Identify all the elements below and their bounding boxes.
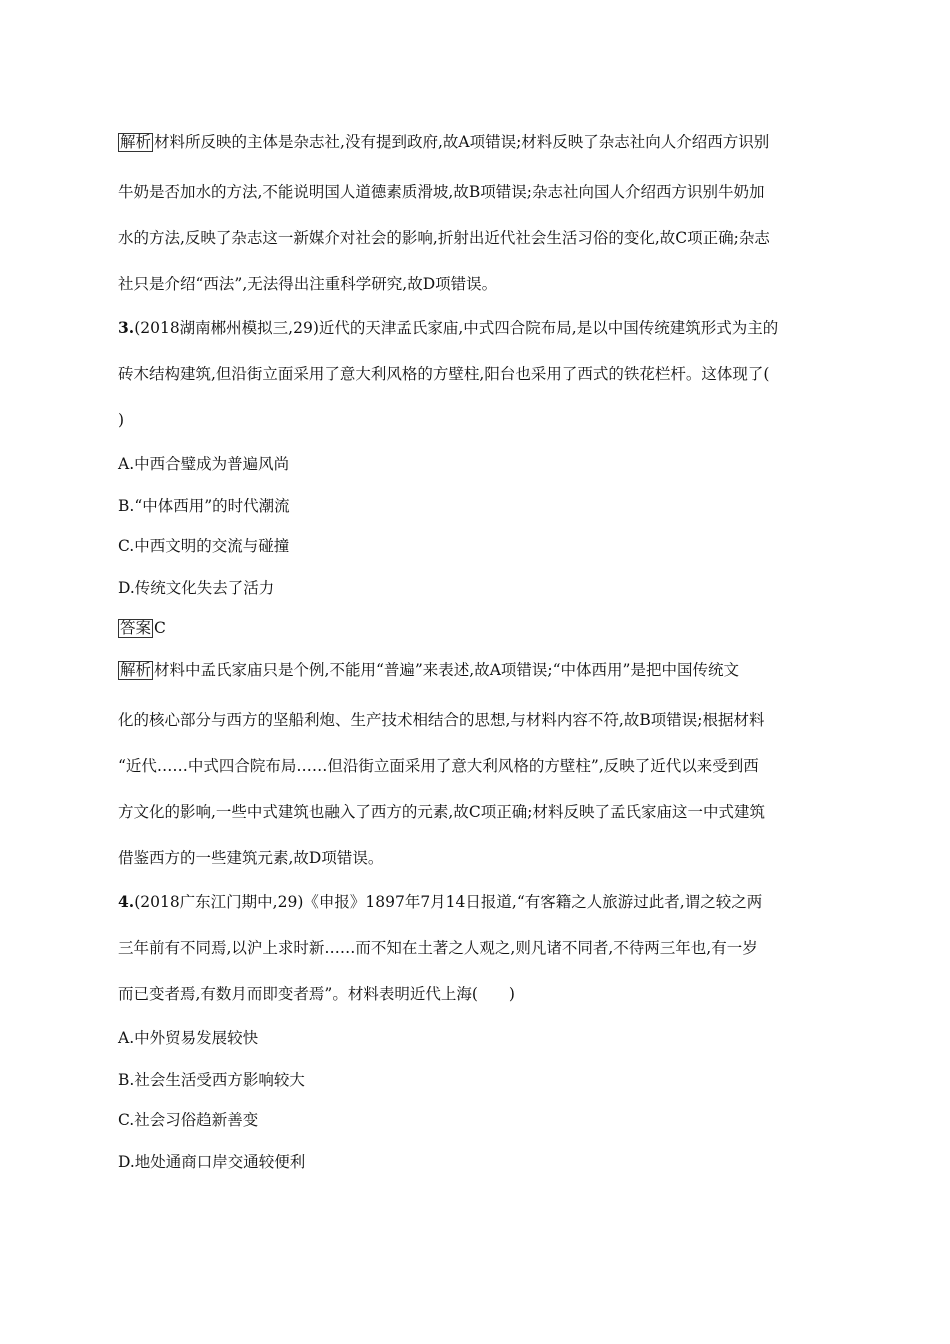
q2-analysis-line-4: 社只是介绍“西法”,无法得出注重科学研究,故D项错误。 <box>118 275 498 293</box>
q4-option-c: C.社会习俗趋新善变 <box>118 1111 259 1129</box>
q3-analysis-line-5: 借鉴西方的一些建筑元素,故D项错误。 <box>118 849 384 867</box>
q2-analysis-line-2: 牛奶是否加水的方法,不能说明国人道德素质滑坡,故B项错误;杂志社向国人介绍西方识别牛奶加 <box>118 183 765 201</box>
answer-value: C <box>154 619 166 637</box>
answer-tag: 答案 <box>120 619 152 637</box>
q3-stem-line-3: ) <box>118 411 125 429</box>
question-stem: (2018湖南郴州模拟三,29)近代的天津孟氏家庙,中式四合院布局,是以中国传统建筑形式为主的 <box>134 319 779 337</box>
q4-stem-line-1 <box>118 892 838 912</box>
q3-analysis-line-2: 化的核心部分与西方的坚船利炮、生产技术相结合的思想,与材料内容不符,故B项错误;根据材料 <box>118 711 765 729</box>
q4-option-d: D.地处通商口岸交通较便利 <box>118 1153 306 1171</box>
q3-stem-line-1 <box>118 318 838 338</box>
analysis-tag: 解析 <box>120 661 152 679</box>
q3-answer <box>118 618 838 638</box>
question-number: 3. <box>118 318 135 337</box>
q4-stem-line-3: 而已变者焉,有数月而即变者焉”。材料表明近代上海( ) <box>118 985 515 1003</box>
q3-option-a: A.中西合璧成为普遍风尚 <box>118 455 290 473</box>
question-stem: (2018广东江门期中,29)《申报》1897年7月14日报道,“有客籍之人旅游过此者,谓之较之两 <box>134 893 763 911</box>
q3-stem-line-2: 砖木结构建筑,但沿街立面采用了意大利风格的方壁柱,阳台也采用了西式的铁花栏杆。这体现了( <box>118 365 770 383</box>
q3-analysis-line-3: “近代……中式四合院布局……但沿街立面采用了意大利风格的方壁柱”,反映了近代以来受到西 <box>118 757 759 775</box>
q3-option-d: D.传统文化失去了活力 <box>118 579 275 597</box>
q3-option-c: C.中西文明的交流与碰撞 <box>118 537 290 555</box>
analysis-tag: 解析 <box>120 133 152 151</box>
q3-option-b: B.“中体西用”的时代潮流 <box>118 497 290 515</box>
q3-analysis-line-4: 方文化的影响,一些中式建筑也融入了西方的元素,故C项正确;材料反映了孟氏家庙这一中式建筑 <box>118 803 765 821</box>
q4-option-a: A.中外贸易发展较快 <box>118 1029 259 1047</box>
question-number: 4. <box>118 892 135 911</box>
analysis-text: 材料所反映的主体是杂志社,没有提到政府,故A项错误;材料反映了杂志社向人介绍西方识别 <box>154 133 770 151</box>
q3-analysis-line-1 <box>118 660 838 680</box>
q4-stem-line-2: 三年前有不同焉,以沪上求时新……而不知在土著之人观之,则凡诸不同者,不待两三年也,有一岁 <box>118 939 758 957</box>
q2-analysis-line-1 <box>118 132 838 152</box>
q4-option-b: B.社会生活受西方影响较大 <box>118 1071 305 1089</box>
analysis-text: 材料中孟氏家庙只是个例,不能用“普遍”来表述,故A项错误;“中体西用”是把中国传统文 <box>154 661 739 679</box>
q2-analysis-line-3: 水的方法,反映了杂志这一新媒介对社会的影响,折射出近代社会生活习俗的变化,故C项正确;杂志 <box>118 229 770 247</box>
